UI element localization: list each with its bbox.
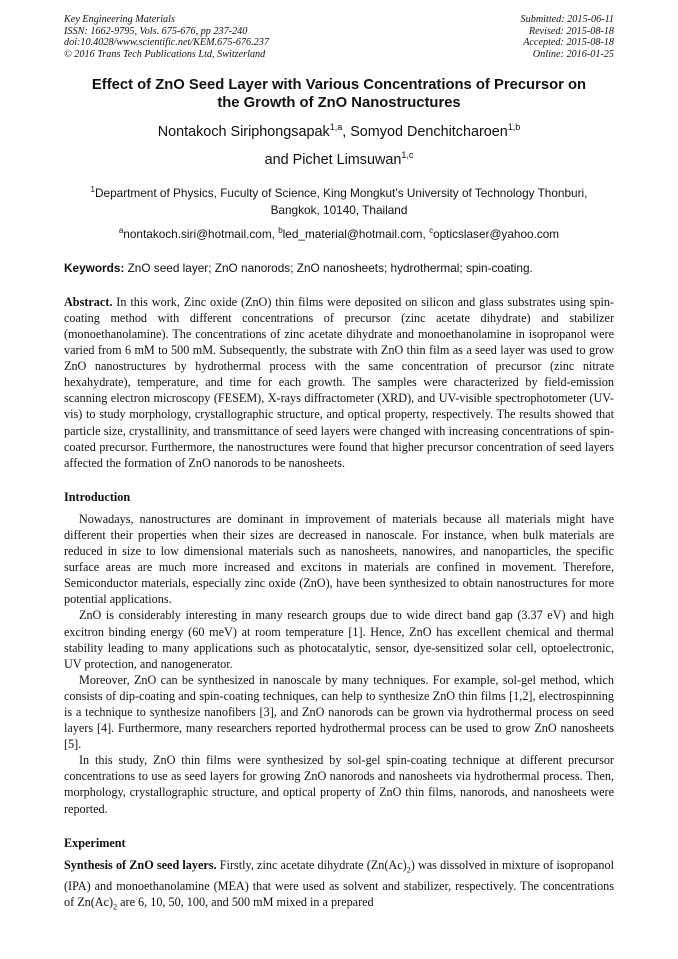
author-list (64, 116, 614, 172)
abstract-label: Abstract. (64, 294, 113, 309)
keywords (64, 260, 614, 276)
author-name: Pichet Limsuwan (292, 151, 402, 168)
doi: doi:10.4028/www.scientific.net/KEM.675-676.237 (64, 37, 269, 49)
journal-info (64, 14, 269, 60)
subscript: 2 (406, 865, 411, 875)
introduction-paragraph-3: Moreover, ZnO can be synthesized in nanoscale by many techniques. For example, sol-gel method, which consists of dip-coating and spin-coating techniques, can help to synthesize ZnO thin films [1,2], electrospinning is a technique to synthesize nanofibers [3], and ZnO nanorods can be grown via hydrothermal process on seed layers [4]. Furthermore, many researchers reported hydrothermal process can be used to grow ZnO nanosheets [5]. (64, 672, 614, 752)
section-heading-introduction: Introduction (64, 489, 131, 504)
author-emails (64, 222, 614, 243)
subscript: 2 (113, 902, 118, 912)
journal-name: Key Engineering Materials (64, 14, 175, 25)
revised-date: Revised: 2015-08-18 (528, 25, 614, 37)
author-conjunction: and (264, 151, 293, 168)
introduction-paragraph-4: In this study, ZnO thin films were synthesized by sol-gel spin-coating technique at different precursor concentrations to use as seed layers for growing ZnO nanorods and nanosheets via hydrothermal process. Then, morphology, crystallographic structure, and optical property of ZnO thin films, nanorods, and nanosheets were reported. (64, 753, 614, 816)
author-separator: , (342, 124, 351, 141)
keywords-text: ZnO seed layer; ZnO nanorods; ZnO nanosheets; hydrothermal; spin-coating. (124, 260, 533, 275)
email-superscript: a (118, 225, 124, 235)
email-superscript: b (278, 225, 283, 235)
publication-header (64, 14, 614, 60)
email-superscript: c (429, 225, 434, 235)
authors-line-1 (64, 116, 614, 144)
author-name: Nontakoch Siriphongsapak (157, 124, 330, 141)
affiliation-line-1 (64, 181, 614, 202)
paper-title (64, 76, 614, 112)
experiment-text: ) was dissolved in mixture of isopropanol (IPA) and monoethanolamine (MEA) that were used as solvent and stabilizer, respectively. The concentrations of Zn(Ac) (64, 857, 614, 910)
email-address: opticslaser@yahoo.com (433, 226, 560, 241)
submitted-date: Submitted: 2015-06-11 (520, 14, 614, 25)
affiliation (64, 181, 614, 219)
abstract (64, 294, 614, 471)
authors-line-2 (64, 144, 614, 172)
dates-info (521, 14, 614, 60)
experiment-paragraph-1 (64, 857, 614, 916)
author-name: Somyod Denchitcharoen (350, 124, 508, 141)
introduction-paragraph-1: Nowadays, nanostructures are dominant in improvement of materials because all materials might have different their properties when their sizes are decreased in nanoscale. For instance, when bulk materials are reduced in size to low dimensional materials such as nanosheets, nanowires, and nanoparticles, the specific surface areas are much more increased and excitons in materials are confined in movement. Therefore, Semiconductor materials, especially zinc oxide (ZnO), have been synthesized to obtain nanostructures for more potential applications. (64, 511, 614, 607)
keywords-label: Keywords: (64, 260, 125, 275)
affiliation-superscript: 1 (90, 184, 95, 194)
title-line-2: the Growth of ZnO Nanostructures (217, 95, 461, 112)
issn: ISSN: 1662-9795, Vols. 675-676, pp 237-240 (64, 25, 248, 37)
experiment-text: are 6, 10, 50, 100, and 500 mM mixed in a prepared (117, 895, 374, 910)
online-date: Online: 2016-01-25 (532, 48, 614, 60)
section-heading-experiment: Experiment (64, 835, 126, 850)
affiliation-text: Department of Physics, Fuculty of Science, King Mongkut’s University of Technology Thonburi, (95, 185, 588, 200)
subsection-heading-synthesis: Synthesis of ZnO seed layers. (64, 857, 217, 872)
email-address: nontakoch.siri@hotmail.com, (123, 226, 279, 241)
abstract-text: In this work, Zinc oxide (ZnO) thin films were deposited on silicon and glass substrates using spin-coating method with different concentrations of precursor (zinc acetate dihydrate) and stabilizer (monoethanolamine). The concentrations of zinc acetate dihydrate and monoethanolamine in isopropanol were varied from 6 mM to 500 mM. Subsequently, the substrate with ZnO thin film as a seed layer was used to grow ZnO nanostructures by hydrothermal process with the same concentration of precursor (zinc nitrate hexahydrate), temperature, and time for each growth. The samples were characterized by field-emission scanning electron microscopy (FESEM), X-rays diffractometer (XRD), and UV-visible spectrophotometer (UV-vis) to study morphology, crystallographic structure, and optical property, respectively. The results showed that particle size, crystallinity, and transmittance of seed layers were changed with increasing concentrations of spin-coated precursor. Furthermore, the nanostructures were found that higher precursor concentration of seed layers affected the formation of ZnO nanorods to be nanosheets. (64, 294, 614, 470)
copyright: © 2016 Trans Tech Publications Ltd, Switzerland (64, 48, 266, 60)
experiment-text: Firstly, zinc acetate dihydrate (Zn(Ac) (216, 857, 407, 872)
affiliation-line-2: Bangkok, 10140, Thailand (270, 202, 408, 217)
introduction-paragraph-2: ZnO is considerably interesting in many research groups due to wide direct band gap (3.37 eV) and high excitron binding energy (60 meV) at room temperature [1]. Hence, ZnO has excellent chemical and thermal stability leading to many applications such as photocatalytic, sensor, dye-sensitized solar cell, optoelectronic, UV protection, and nanogenerator. (64, 608, 614, 671)
author-superscript: 1,a (329, 122, 343, 133)
author-superscript: 1,b (507, 122, 521, 133)
author-superscript: 1,c (401, 150, 414, 161)
accepted-date: Accepted: 2015-08-18 (523, 37, 614, 49)
title-line-1: Effect of ZnO Seed Layer with Various Concentrations of Precursor on (91, 77, 587, 94)
email-address: led_material@hotmail.com, (282, 226, 430, 241)
